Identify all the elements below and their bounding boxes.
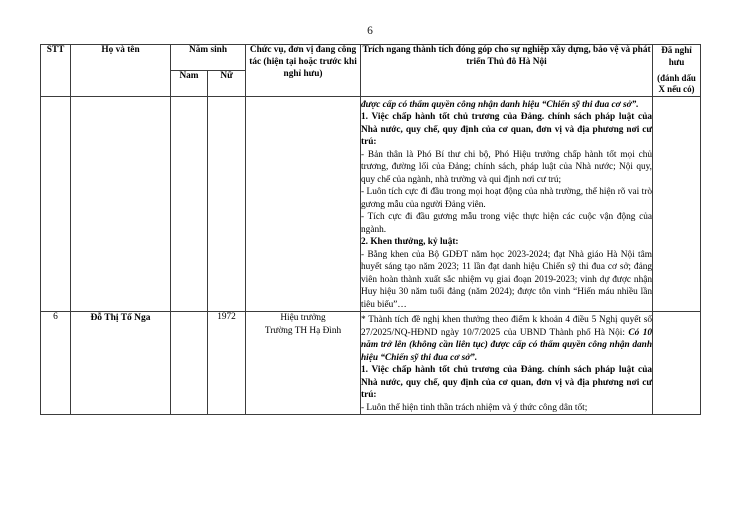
achievement-text-plain: * Thành tích đề nghị khen thưởng theo điểm k khoản 4 điều 5 Nghị quyết số 27/2025/NQ-HĐND ngày 10/7/2025 của UBND Thành phố Hà Nội: (361, 315, 653, 338)
achievement-paragraph: 1. Việc chấp hành tốt chủ trương của Đảng. chính sách pháp luật của Nhà nước, quy chế, quy định của cơ quan, đơn vị và địa phương nơi cư trú: (361, 112, 653, 147)
achievement-paragraph: - Luôn tích cực đi đầu trong mọi hoạt động của nhà trường, thể hiện rõ vai trò gương mẫu của người Đảng viên. (361, 187, 653, 210)
achievement-text-emphasis: Có 10 năm trở lên (không cần liên tục) được cấp có thẩm quyền công nhận danh hiệu “Chiến sỹ thi đua cơ sở”. (361, 327, 653, 363)
achievement-paragraph: - Bằng khen của Bộ GDĐT năm học 2023-2024; đạt Nhà giáo Hà Nội tâm huyết sáng tạo năm 2023; 11 lần đạt danh hiệu Chiến sỹ thi đua cơ sở; đảng viên hoàn thành xuất sắc nhiệm vụ giai đoạn 2019-2023; vinh dự được nhận Huy hiệu 30 năm tuổi đảng (năm 2024); được tôn vinh “Hiến máu nhiều lần tiêu biểu”… (361, 249, 653, 310)
cell-achievements (361, 312, 653, 415)
cell-full-name: Đỗ Thị Tố Nga (71, 312, 171, 415)
cell-full-name (71, 96, 171, 312)
award-nomination-table (40, 44, 701, 415)
column-header-full-name: Họ và tên (71, 45, 171, 97)
position-line-2: Trường TH Hạ Đình (264, 325, 342, 336)
cell-position (246, 312, 361, 415)
achievement-paragraph: - Bản thân là Phó Bí thư chi bộ, Phó Hiệu trưởng chấp hành tốt mọi chủ trương, đường lối của Đảng; chính sách, pháp luật của Nhà nước; Nội quy, quy chế của ngành, nhà trường và qui định nơi cư trú; (361, 149, 653, 185)
column-header-position: Chức vụ, đơn vị đang công tác (hiện tại hoặc trước khi nghỉ hưu) (246, 45, 361, 97)
achievement-paragraph (361, 314, 652, 364)
page-number: 6 (367, 25, 373, 37)
cell-birth-male (171, 96, 208, 312)
position-line-1: Hiệu trưởng (280, 313, 326, 323)
achievement-paragraph: - Tích cực đi đầu gương mẫu trong việc thực hiện các cuộc vận động của ngành. (361, 212, 653, 235)
table-header (41, 45, 701, 97)
cell-retired-mark (653, 312, 701, 415)
table-row (41, 96, 701, 312)
table-row (41, 312, 701, 415)
column-header-birth-year: Năm sinh (171, 45, 246, 71)
cell-birth-female: 1972 (208, 312, 246, 415)
achievement-paragraph: - Luôn thể hiện tinh thần trách nhiệm và ý thức công dân tốt; (361, 402, 588, 413)
achievement-paragraph: 2. Khen thưởng, kỷ luật: (361, 237, 459, 247)
cell-achievements (361, 96, 653, 312)
cell-birth-female (208, 96, 246, 312)
achievement-paragraph: được cấp có thẩm quyền công nhận danh hiệu “Chiến sỹ thi đua cơ sở”. (361, 99, 639, 110)
cell-stt: 6 (41, 312, 71, 415)
column-header-stt: STT (41, 45, 71, 97)
table-header-row-1 (41, 45, 701, 71)
cell-position (246, 96, 361, 312)
cell-stt (41, 96, 71, 312)
table-container (40, 44, 700, 415)
cell-birth-male (171, 312, 208, 415)
column-header-birth-female: Nữ (208, 70, 246, 96)
cell-retired-mark (653, 96, 701, 312)
table-body (41, 96, 701, 415)
achievement-paragraph: 1. Việc chấp hành tốt chủ trương của Đảng. chính sách pháp luật của Nhà nước, quy chế, quy định của cơ quan, đơn vị và địa phương nơi cư trú: (361, 365, 653, 400)
column-header-retired-label: Đã nghỉ hưu (661, 45, 692, 67)
column-header-retired-note: (đánh dấu X nếu có) (657, 73, 696, 95)
column-header-birth-male: Nam (171, 70, 208, 96)
column-header-retired (653, 45, 701, 97)
column-header-achievements: Trích ngang thành tích đóng góp cho sự nghiệp xây dựng, bảo vệ và phát triển Thủ đô Hà Nội (361, 45, 653, 97)
